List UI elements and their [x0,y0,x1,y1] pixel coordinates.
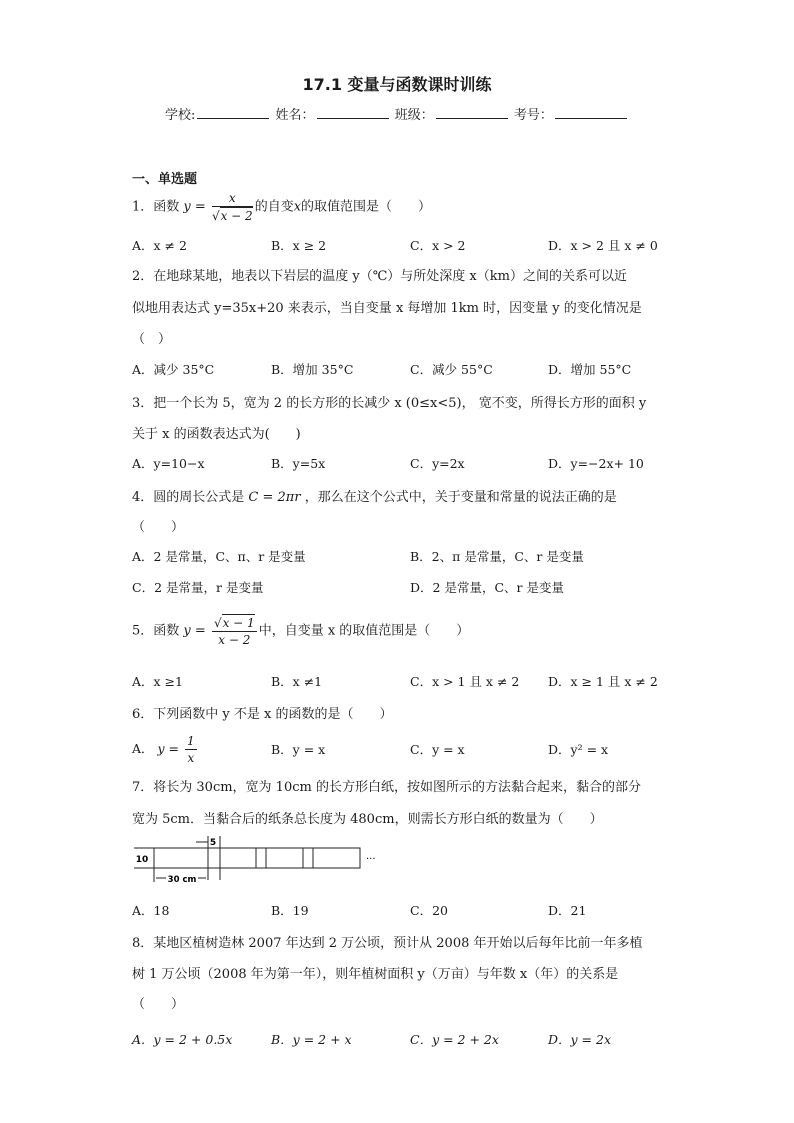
q4-option-c[interactable]: C．2 是常量，r 是变量 [132,580,264,595]
q8-option-a[interactable]: A．y = 2 + 0.5x [132,1032,233,1047]
q3-option-c[interactable]: C．y=2x [410,456,465,471]
section-heading: 一、单选题 [132,172,198,187]
question-4-line-1 [132,486,617,505]
q1-fraction: $\frac{x}{√x - 2}$ [211,191,253,223]
q1-numerator: x [212,190,253,207]
q5-text: 中，自变量 x 的取值范围是（ ） [258,623,470,639]
q1-option-d[interactable]: D．x > 2 且 x ≠ 0 [548,238,658,253]
question-8-line-1: 8．某地区植树造林 2007 年达到 2 万公顷，预计从 2008 年开始以后每年比前一年多植 [132,936,643,951]
q8-option-d[interactable]: D．y = 2x [548,1032,612,1047]
q7-option-d[interactable]: D．21 [548,903,587,918]
question-3-line-1: 3．把一个长为 5，宽为 2 的长方形的长减少 x (0≤x<5)， 宽不变，所得长方形的面积 y [132,396,647,411]
q5-option-a[interactable]: A．x ≥1 [132,674,183,689]
q5-denominator: x − 2 [218,633,251,647]
q6-option-a[interactable] [132,733,199,766]
q1-lhs: y = [183,199,206,215]
q3-option-a[interactable]: A．y=10−x [132,456,205,471]
q1-text-a: 的自变 [254,199,294,215]
q6-option-a-numerator: 1 [187,734,195,748]
q4-prefix: 4．圆的周长公式是 [132,490,245,505]
q1-option-c[interactable]: C．x > 2 [410,238,466,253]
strip-ellipsis: ··· [366,854,376,865]
page-title: 17.1 变量与函数课时训练 [302,75,492,94]
q5-prefix: 5．函数 [132,623,180,639]
q6-option-a-denominator: x [187,751,195,765]
question-8-line-3: （ ） [132,997,185,1012]
question-7-line-1: 7．将长为 30cm，宽为 10cm 的长方形白纸，按如图所示的方法黏合起来，黏合的部分 [132,780,641,795]
q7-option-b[interactable]: B．19 [271,903,309,918]
student-info-row [165,104,629,123]
q4-option-a[interactable]: A．2 是常量，C、π、r 是变量 [132,549,306,564]
q4-option-d[interactable]: D．2 是常量，C、r 是变量 [410,580,564,595]
q5-fraction: $\frac{√x - 1}{x - 2}$ [213,616,255,647]
q4-formula: C = 2πr [248,490,301,505]
q7-option-a[interactable]: A．18 [132,903,170,918]
q3-option-b[interactable]: B．y=5x [271,456,326,471]
question-5 [132,614,469,648]
question-1 [132,190,431,224]
school-blank[interactable] [197,104,269,119]
q2-option-b[interactable]: B．增加 35°C [271,362,354,377]
q6-option-d[interactable]: D．y² = x [548,742,609,757]
q1-denominator: x − 2 [220,209,253,223]
question-2-line-3: （ ） [132,332,172,347]
q1-prefix: 1．函数 [132,199,180,215]
q2-option-d[interactable]: D．增加 55°C [548,362,632,377]
q5-option-d[interactable]: D．x ≥ 1 且 x ≠ 2 [548,674,658,689]
class-blank[interactable] [436,104,508,119]
paper-strip-outline [154,848,360,868]
q5-option-c[interactable]: C．x > 1 且 x ≠ 2 [410,674,520,689]
q6-option-a-label: A． [132,741,154,756]
q6-option-c[interactable]: C．y = x [410,742,465,757]
question-2-line-2: 似地用表达式 y=35x+20 来表示，当自变量 x 每增加 1km 时，因变量 y 的变化情况是 [132,301,642,316]
length-label: 30 cm [167,875,197,885]
q5-lhs: y = [183,623,206,639]
q1-text-b: 的取值范围是（ ） [301,199,432,215]
question-8-line-2: 树 1 万公顷（2008 年为第一年），则年植树面积 y（万亩）与年数 x（年）的关系是 [132,967,619,982]
exam-no-label: 考号： [513,108,553,123]
question-2-line-1: 2．在地球某地，地表以下岩层的温度 y（℃）与所处深度 x（km）之间的关系可以近 [132,269,627,284]
q1-option-a[interactable]: A．x ≠ 2 [132,238,187,253]
q6-option-a-fraction [185,733,197,766]
question-6: 6．下列函数中 y 不是 x 的函数的是（ ） [132,707,393,722]
question-7-line-2: 宽为 5cm．当黏合后的纸条总长度为 480cm，则需长方形白纸的数量为（ ） [132,812,603,827]
q1-option-b[interactable]: B．x ≥ 2 [271,238,327,253]
q5-numerator: x − 1 [222,616,255,630]
q5-option-b[interactable]: B．x ≠1 [271,674,323,689]
class-label: 班级： [394,108,434,123]
q6-option-b[interactable]: B．y = x [271,742,326,757]
question-3-line-2: 关于 x 的函数表达式为( ) [132,427,301,442]
q4-option-b[interactable]: B．2、π 是常量，C、r 是变量 [410,549,584,564]
height-label: 10 [135,855,149,865]
q8-option-b[interactable]: B．y = 2 + x [271,1032,352,1047]
q8-option-c[interactable]: C．y = 2 + 2x [410,1032,499,1047]
name-blank[interactable] [317,104,389,119]
exam-no-blank[interactable] [555,104,627,119]
q2-option-a[interactable]: A．减少 35°C [132,362,215,377]
q2-option-c[interactable]: C．减少 55°C [410,362,493,377]
q1-var: x [293,199,302,215]
school-label: 学校: [165,108,196,123]
question-4-line-2: （ ） [132,520,185,535]
q3-option-d[interactable]: D．y=−2x+ 10 [548,456,644,471]
paper-strip-figure [130,832,390,890]
q6-option-a-lhs: y = [157,741,180,756]
overlap-label: 5 [209,838,217,848]
q7-option-c[interactable]: C．20 [410,903,448,918]
q4-text: ，那么在这个公式中，关于变量和常量的说法正确的是 [304,490,617,505]
name-label: 姓名： [275,108,315,123]
